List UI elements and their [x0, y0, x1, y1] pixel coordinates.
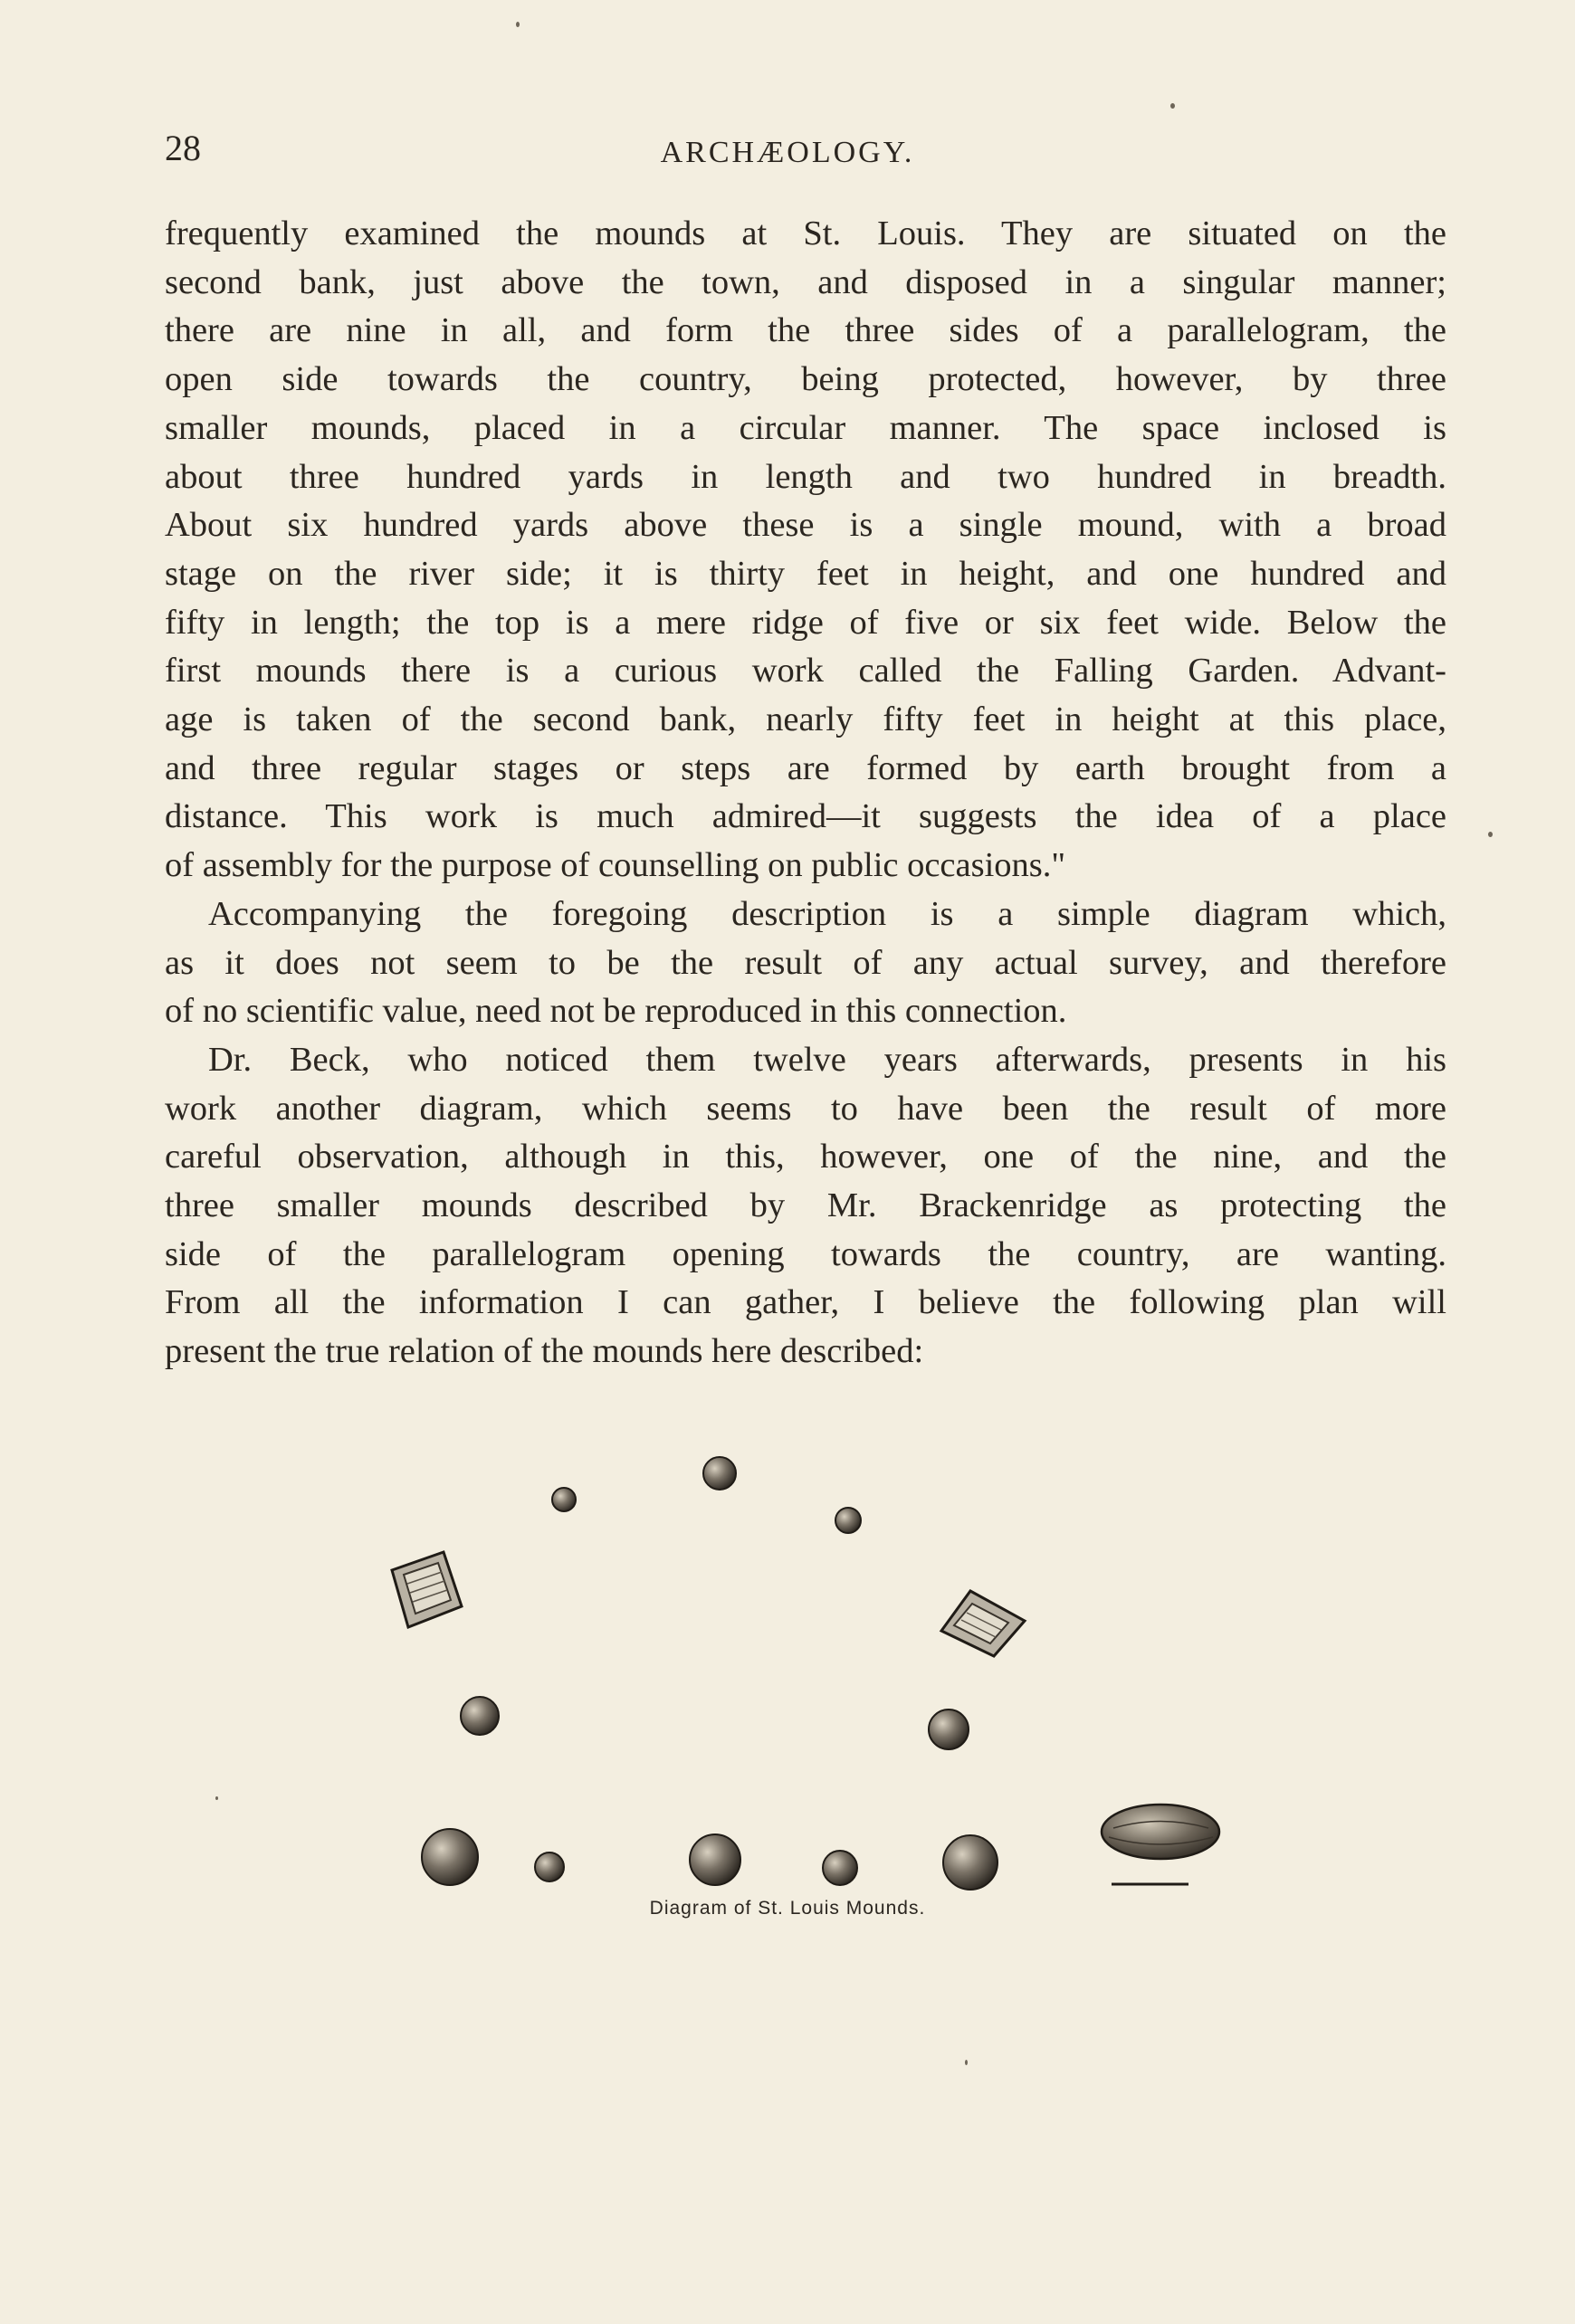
text-line: open side towards the country, being protected, however, by three: [165, 360, 1446, 399]
text-line: distance. This work is much admired—it suggests the idea of a place: [165, 797, 1446, 836]
text-line: first mounds there is a curious work called the Falling Garden. Advant-: [165, 652, 1446, 691]
mound: [535, 1853, 564, 1881]
text-line: fifty in length; the top is a mere ridge of five or six feet wide. Below the: [165, 603, 1446, 642]
page-number: 28: [165, 128, 201, 168]
mound: [943, 1835, 998, 1890]
paper-speck: [1170, 103, 1175, 109]
text-line: smaller mounds, placed in a circular manner. The space inclosed is: [165, 408, 1446, 447]
mound: [690, 1834, 740, 1885]
text-line: Accompanying the foregoing description is a simple diagram which,: [208, 894, 1446, 933]
text-line: careful observation, although in this, however, one of the nine, and the: [165, 1138, 1446, 1176]
text-line: as it does not seem to be the result of any actual survey, and therefore: [165, 943, 1446, 982]
paper-speck: [516, 22, 520, 27]
figure-caption: Diagram of St. Louis Mounds.: [649, 1898, 926, 1919]
square-mound-right: [941, 1591, 1025, 1656]
mound: [703, 1457, 736, 1490]
text-line: of no scientific value, need not be reproduced in this connection.: [165, 992, 1067, 1031]
square-mound-left: [392, 1552, 462, 1627]
text-line: frequently examined the mounds at St. Louis. They are situated on the: [165, 214, 1446, 252]
text-line: age is taken of the second bank, nearly fifty feet in height at this place,: [165, 700, 1446, 739]
body-text: [165, 210, 1446, 1376]
text-line: side of the parallelogram opening towards the country, are wanting.: [165, 1234, 1446, 1273]
text-line: and three regular stages or steps are formed by earth brought from a: [165, 748, 1446, 787]
mounds-diagram: [362, 1430, 1249, 1900]
paper-speck: [965, 2060, 968, 2065]
text-line: work another diagram, which seems to have been the result of more: [165, 1089, 1446, 1128]
mound: [823, 1851, 857, 1885]
mound: [929, 1710, 969, 1749]
text-line: of assembly for the purpose of counselling on public occasions.": [165, 846, 1066, 885]
text-line: Dr. Beck, who noticed them twelve years afterwards, presents in his: [208, 1040, 1446, 1079]
text-line: About six hundred yards above these is a single mound, with a broad: [165, 506, 1446, 545]
text-line: there are nine in all, and form the three sides of a parallelogram, the: [165, 311, 1446, 350]
mound: [552, 1488, 576, 1511]
text-line: second bank, just above the town, and disposed in a singular manner;: [165, 262, 1446, 301]
text-line: From all the information I can gather, I believe the following plan will: [165, 1283, 1446, 1322]
text-line: three smaller mounds described by Mr. Brackenridge as protecting the: [165, 1186, 1446, 1225]
text-line: about three hundred yards in length and two hundred in breadth.: [165, 457, 1446, 496]
paper-speck: [215, 1796, 218, 1800]
running-head: ARCHÆOLOGY.: [660, 136, 915, 169]
oval-mound: [1102, 1805, 1219, 1884]
text-line: stage on the river side; it is thirty feet in height, and one hundred and: [165, 554, 1446, 593]
mound: [422, 1829, 478, 1885]
mound: [461, 1697, 499, 1735]
mound: [835, 1508, 861, 1533]
paper-speck: [1488, 832, 1493, 837]
text-line: present the true relation of the mounds here described:: [165, 1332, 924, 1371]
